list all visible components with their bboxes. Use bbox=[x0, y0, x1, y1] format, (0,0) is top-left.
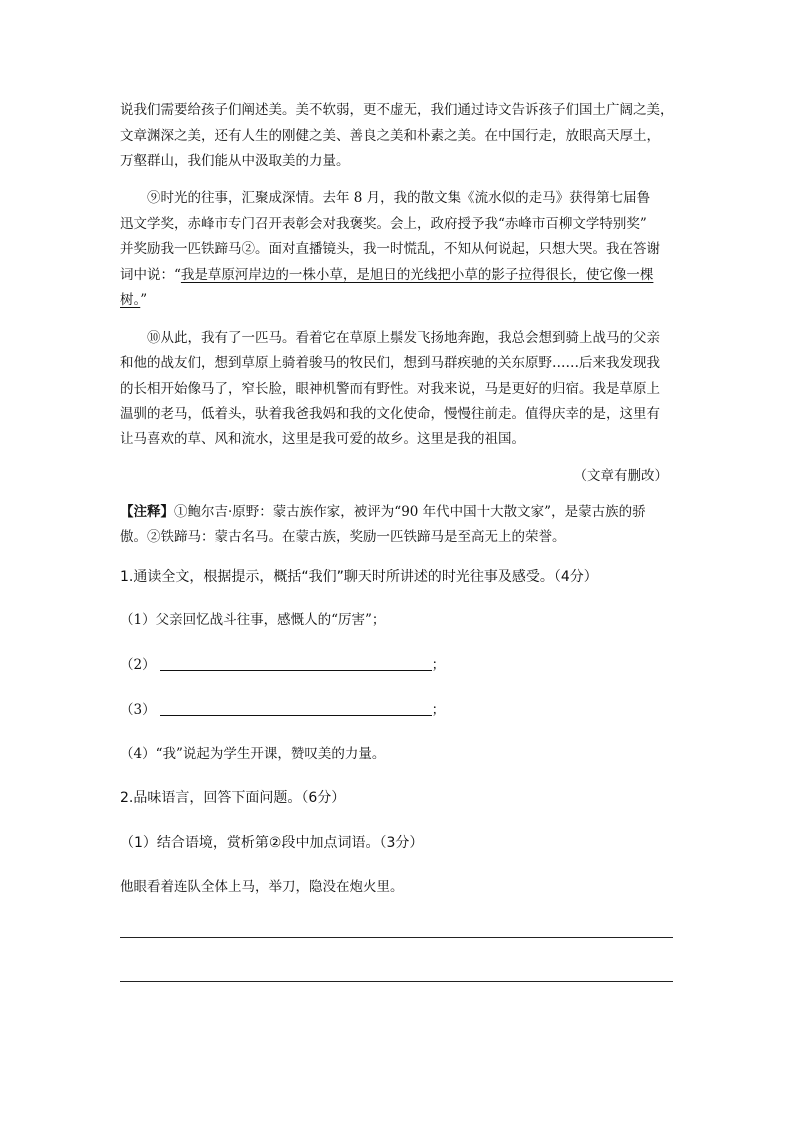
question-1-answer-blank-3[interactable] bbox=[160, 701, 432, 716]
paragraph-9-underlined-quote-2: 树。 bbox=[120, 292, 141, 308]
question-1-item-3-label: （3） bbox=[120, 702, 156, 718]
paragraph-8-line-2: 文章渊深之美，还有人生的刚健之美、善良之美和朴素之美。在中国行走，放眼高天厚土， bbox=[120, 128, 660, 144]
question-1-answer-blank-2[interactable] bbox=[160, 656, 432, 671]
question-1-prompt: 1.通读全文，根据提示，概括“我们”聊天时所讲述的时光往事及感受。（4分） bbox=[120, 569, 598, 585]
question-1-item-1: （1）父亲回忆战斗往事，感慨人的“厉害”； bbox=[120, 612, 386, 628]
question-2-quote: 他眼看着连队全体上马，举刀，隐没在炮火里。 bbox=[120, 879, 404, 895]
paragraph-8-line-3: 万壑群山，我们能从中汲取美的力量。 bbox=[120, 153, 350, 169]
paragraph-10-line-5: 让马喜欢的草、风和流水，这里是我可爱的故乡。这里是我的祖国。 bbox=[120, 431, 525, 447]
paragraph-9-quote-open: 词中说：“ bbox=[120, 267, 181, 283]
question-1-item-3 bbox=[120, 700, 445, 720]
paragraph-9-underlined-quote-1: 我是草原河岸边的一株小草，是旭日的光线把小草的影子拉得很长，使它像一棵 bbox=[180, 267, 654, 283]
paragraph-9-quote-close: ” bbox=[140, 292, 148, 308]
paragraph-10-line-1: ⑩从此，我有了一匹马。看着它在草原上鬃发飞扬地奔跑，我总会想到骑上战马的父亲 bbox=[147, 330, 660, 346]
question-1-item-3-end: ； bbox=[431, 702, 446, 718]
source-note: （文章有删改） bbox=[573, 468, 668, 484]
paragraph-10-line-2: 和他的战友们，想到草原上骑着骏马的牧民们，想到马群疾驰的关东原野……后来我发现我 bbox=[120, 355, 660, 371]
annotation-label: 【注释】 bbox=[120, 504, 174, 520]
question-1-item-2 bbox=[120, 655, 445, 675]
question-1-item-2-label: （2） bbox=[120, 657, 156, 673]
paragraph-8-line-1: 说我们需要给孩子们阐述美。美不软弱，更不虚无，我们通过诗文告诉孩子们国土广阔之美， bbox=[120, 102, 674, 118]
paragraph-10-line-4: 温驯的老马，低着头，驮着我爸我妈和我的文化使命，慢慢往前走。值得庆幸的是，这里有 bbox=[120, 406, 660, 422]
annotation-text-1: ①鲍尔吉·原野：蒙古族作家，被评为“90 年代中国十大散文家”，是蒙古族的骄 bbox=[174, 504, 646, 520]
paragraph-9-line-5 bbox=[120, 290, 147, 310]
question-1-item-2-end: ； bbox=[431, 657, 446, 673]
answer-line-1[interactable] bbox=[120, 937, 673, 938]
answer-line-2[interactable] bbox=[120, 981, 673, 982]
paragraph-10-line-3: 的长相开始像马了，窄长脸，眼神机警而有野性。对我来说，马是更好的归宿。我是草原上 bbox=[120, 381, 660, 397]
paragraph-9-line-2: 迅文学奖，赤峰市专门召开表彰会对我褒奖。会上，政府授予我“赤峰市百柳文学特别奖” bbox=[120, 216, 647, 232]
paragraph-9-line-4 bbox=[120, 265, 653, 285]
paragraph-9-line-1: ⑨时光的往事，汇聚成深情。去年 8 月，我的散文集《流水似的走马》获得第七届鲁 bbox=[147, 190, 651, 206]
question-1-item-4: （4）“我”说起为学生开课，赞叹美的力量。 bbox=[120, 746, 386, 762]
question-2-prompt: 2.品味语言，回答下面问题。（6分） bbox=[120, 790, 346, 806]
annotation-line-1 bbox=[120, 502, 646, 522]
annotation-line-2: 傲。②铁蹄马：蒙古名马。在蒙古族，奖励一匹铁蹄马是至高无上的荣誉。 bbox=[120, 529, 566, 545]
paragraph-9-line-3: 并奖励我一匹铁蹄马②。面对直播镜头，我一时慌乱，不知从何说起，只想大哭。我在答谢 bbox=[120, 241, 660, 257]
question-2-sub-1: （1）结合语境，赏析第②段中加点词语。（3分） bbox=[120, 835, 424, 851]
